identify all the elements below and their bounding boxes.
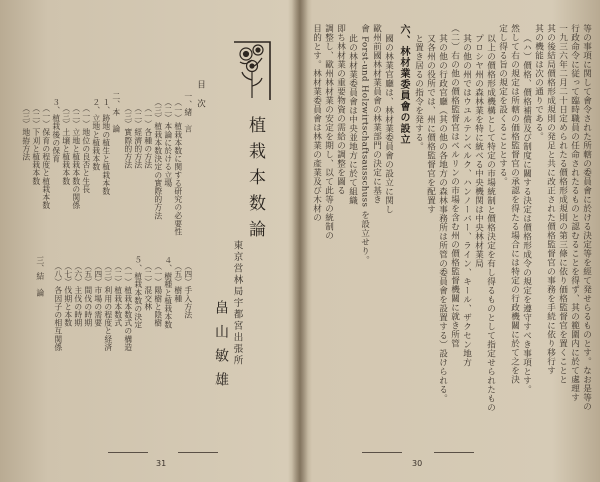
toc-item: （一）植栽本数に関する研究の必要性 (173, 98, 183, 236)
toc-item: （三）植栽本数決定の實際的方法 (153, 98, 163, 220)
page-number: 30 (412, 459, 423, 468)
toc-item: 三、結 論 (35, 256, 45, 297)
text-column: と置き居るの指令を発する。 (413, 34, 424, 151)
floral-ornament-icon (232, 40, 272, 102)
toc-item: ２、立地と植栽本数 (91, 98, 101, 171)
text-column: （ハ）價格、價格補償及び制度に關する決定は價格形成令の規定を遵守すべき事項とす。 (521, 34, 532, 394)
author-affiliation: 東京営林局宇都宮出張所 (231, 240, 243, 367)
toc-item: （一）各種の方法 (143, 104, 153, 169)
text-column: 定し得る旨の規定を設くることとする。 (497, 24, 508, 186)
text-column: 以上の價格形成機構として特定の市場統制と價格決定を有し得るものとして指定せられたもの (485, 34, 496, 412)
toc-item: 二、本 論 (111, 92, 121, 133)
text-column: 行政命令に従って臨時職員の任命されたるものと認むることを得ず、其の範圍内に於て處理す (569, 24, 580, 402)
left-page (0, 0, 298, 482)
text-column: 即ち林材業の重要物資の需給の調整を圖る (335, 24, 346, 195)
right-page (302, 0, 600, 482)
toc-item: （三）利用の程度と経済 (103, 262, 113, 352)
text-column: 此の林材業委員會は中央並地方に於て組織 (347, 34, 358, 205)
text-column: 其の後結局價格形成規則の発足と共に改正された價格監督官の事務を手続に依り移行す (545, 24, 556, 375)
toc-item: （四）手入方法 (183, 262, 193, 319)
text-column: 一九三六年二月二十日定められたる價格形成規則の第三條に依り価格監督官を置くことと (557, 24, 568, 384)
page-number: 31 (156, 459, 167, 468)
text-column: 其の他の州ではウユルテンベルク、ハンノーバー、ライン、キール、ザクセン地方 (461, 34, 472, 367)
toc-item: （四）市場の需要 (93, 262, 103, 327)
text-column: 等の事項に関して會令された所轄の委員會に於ける決定等を經て発せらるものとす。なお是等の (581, 24, 592, 411)
toc-item: （一）地位の良否と生長 (81, 104, 91, 194)
section-heading: 六、林材業委員會の設立 (398, 24, 409, 145)
toc-item: （三）土壌と植栽本数 (61, 104, 71, 185)
toc-heading: 目 次 (195, 80, 206, 109)
toc-item: （八）各因子の相互関係 (53, 262, 63, 352)
toc-item: 一、緒 言 (183, 92, 193, 133)
text-column: 然して右の規定は所轄の価格監督官の承認を得たる場合には特定の行政機關に於て之を決 (509, 24, 520, 384)
toc-item: （二）植栽本数式 (113, 262, 123, 327)
footer-rule (108, 452, 148, 453)
toc-item: （一）陽樹と陰樹 (153, 262, 163, 327)
toc-item: ４、樹種と植栽本数 (163, 256, 173, 329)
footer-rule (178, 452, 218, 453)
author-name: 畠山敏雄 (213, 300, 229, 396)
text-column: 調整し、歐州林材業の安定を期し、以て此等の統制の (323, 24, 334, 240)
text-column: 其の機能は次の通りである。 (533, 24, 544, 141)
article-title: 植栽本数論 (245, 116, 265, 246)
toc-item: （六）主伐の時期 (73, 262, 83, 327)
toc-item: （二）下刈と植栽本数 (31, 104, 41, 185)
toc-item: （二）經濟的方法 (133, 104, 143, 169)
toc-item: （二）本論に於ける立場 (163, 98, 173, 188)
toc-item: （五）間伐の時期 (83, 262, 93, 327)
toc-item: （二）混交林 (143, 262, 153, 311)
toc-item: （三）實際的方法 (123, 104, 133, 169)
text-column: 國の林業官廳は、林材業委員會の設立に関し (383, 34, 394, 214)
text-column: 其の他の行政官廳（其の他の各地方の森林事務所は所管の委員會を設置する）設けられる。 (437, 34, 448, 403)
toc-item: ５、植栽本数の決定 (133, 256, 143, 329)
text-column: 又各州の役所では、州に價格監督官を配置す (425, 34, 436, 214)
text-column: プロシヤ州の森林業を特に統べる中央機関は中央林材業局 (473, 34, 484, 268)
text-column: 會 Forst-und Holzwirtschaftsausschuss を設立せり。 (359, 24, 370, 265)
footer-rule (434, 452, 474, 453)
text-column: 歐州前國林材業員會の林業部門の決定に基き (371, 24, 382, 204)
footer-rule (362, 452, 402, 453)
toc-item: ３、植栽後の保育 (51, 98, 61, 163)
toc-item: （一）保育の程度と植栽本数 (41, 104, 51, 210)
toc-item: （三）地拵方法 (21, 104, 31, 161)
toc-item: （五）樹種 (173, 262, 183, 303)
text-column: （二）右の他の價格監督官はベルリンの市場を含む州の價格監督機關に就き所管 (449, 24, 460, 348)
toc-item: １、跡地の植生と植栽本数 (101, 98, 111, 196)
toc-item: （二）立地と植栽本数の関係 (71, 104, 81, 210)
toc-item: （七）伐期と本数 (63, 262, 73, 327)
text-column: 目的とす。林材業委員會は林業の產業及び木材の (311, 24, 322, 222)
toc-item: （一）植栽本数式の構造 (123, 262, 133, 352)
